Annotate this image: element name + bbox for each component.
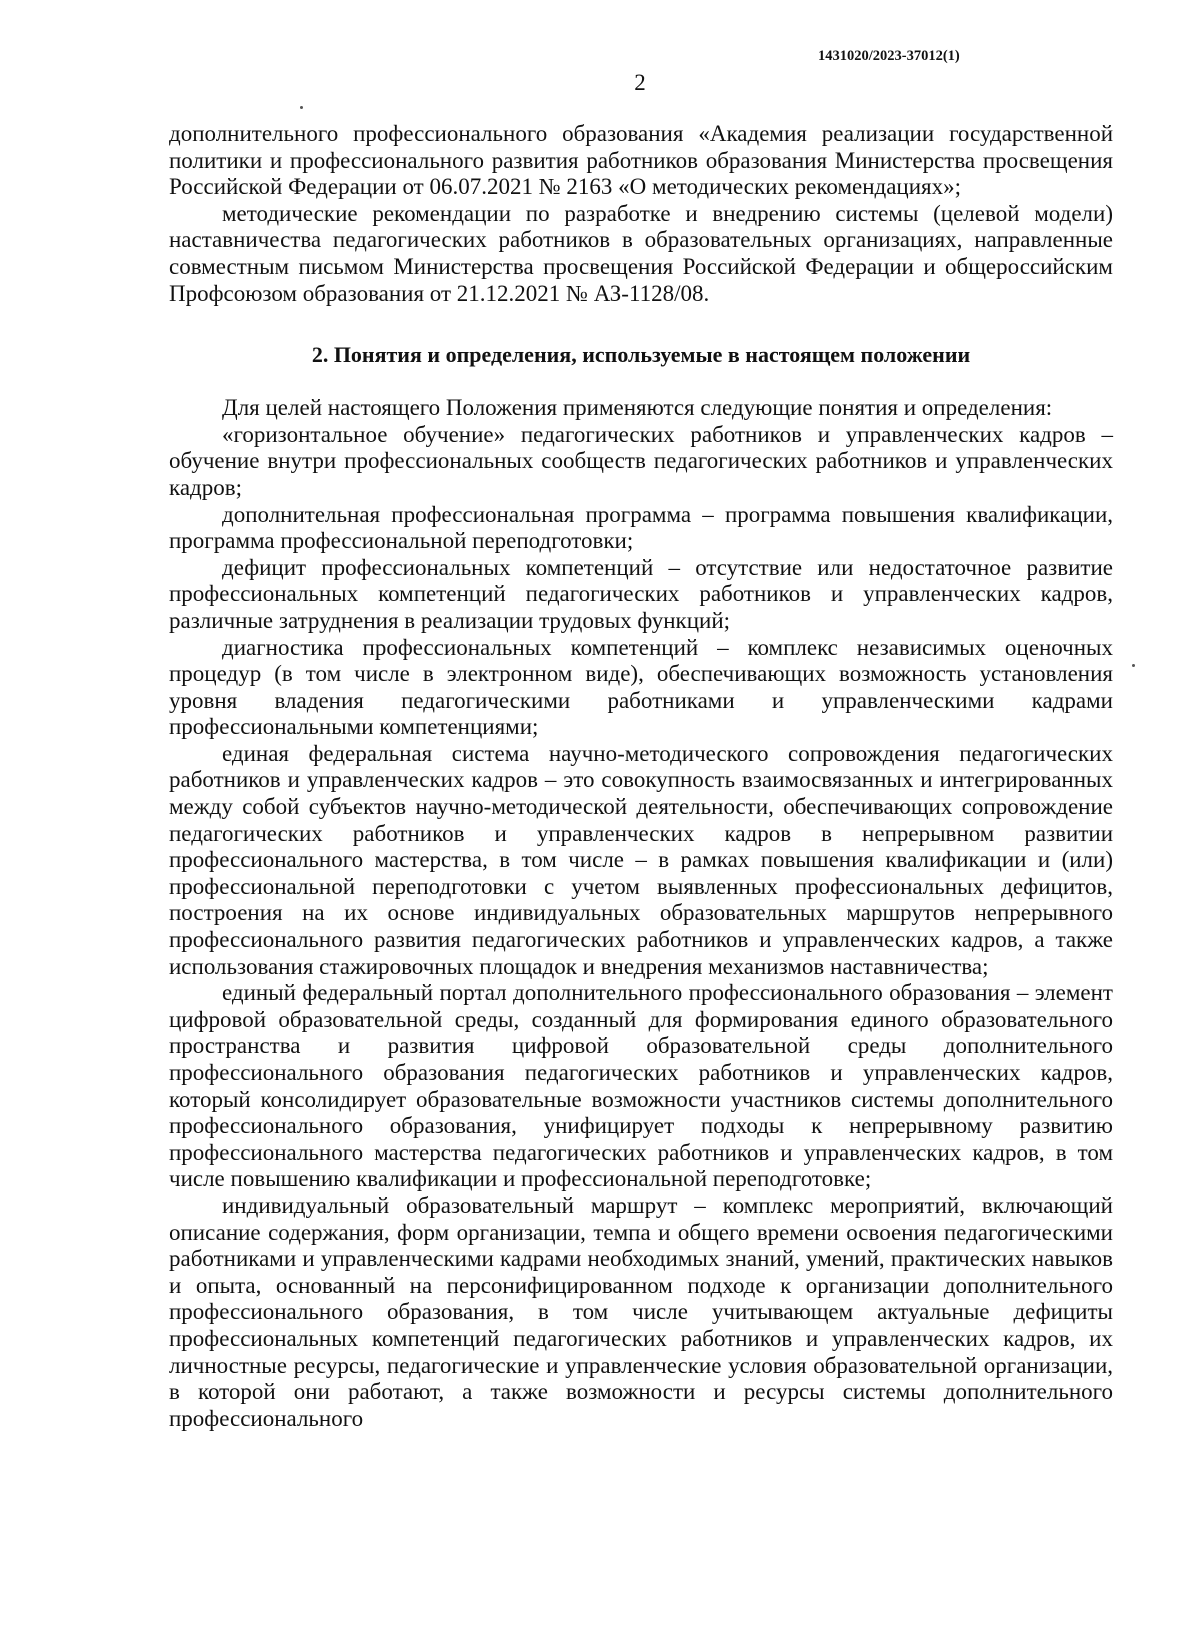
definition-additional-program: дополнительная профессиональная программа – программа повышения квалификации, программа профессиональной переподготовки; — [169, 501, 1113, 554]
document-id: 1431020/2023-37012(1) — [818, 48, 960, 64]
definition-individual-route: индивидуальный образовательный маршрут – комплекс мероприятий, включающий описание содержания, форм организации, темпа и общего времени освоения педагогическими работниками и управленческими кадрами необходимых знаний, умений, практических навыков и опыта, основанный на персонифицированном подходе к организации дополнительного профессионального образования, в том числе учитывающем актуальные дефициты профессиональных компетенций педагогических работников и управленческих кадров, их личностные ресурсы, педагогические и управленческие условия образовательной организации, в которой они работают, а также возможности и ресурсы системы дополнительного профессионального — [169, 1192, 1113, 1431]
definition-federal-system: единая федеральная система научно-методического сопровождения педагогических работников и управленческих кадров – это совокупность взаимосвязанных и интегрированных между собой субъектов научно-методической деятельности, обеспечивающих сопровождение педагогических работников и управленческих кадров в непрерывном развитии профессионального мастерства, в том числе – в рамках повышения квалификации и (или) профессиональной переподготовки с учетом выявленных профессиональных дефицитов, построения на их основе индивидуальных образовательных маршрутов непрерывного профессионального развития педагогических работников и управленческих кадров, а также использования стажировочных площадок и внедрения механизмов наставничества; — [169, 740, 1113, 979]
definition-federal-portal: единый федеральный портал дополнительного профессионального образования – элемент цифровой образовательной среды, созданный для формирования единого образовательного пространства и развития цифровой образовательной среды дополнительного профессионального образования педагогических работников и управленческих кадров, который консолидирует образовательные возможности участников системы дополнительного профессионального образования, унифицирует подходы к непрерывному развитию профессионального мастерства педагогических работников и управленческих кадров, в том числе повышению квалификации и профессиональной переподготовке; — [169, 980, 1113, 1192]
intro-paragraph-2: методические рекомендации по разработке и внедрению системы (целевой модели) наставничества педагогических работников в образовательных организациях, направленные совместным письмом Министерства просвещения Российской Федерации и общероссийским Профсоюзом образования от 21.12.2021 № АЗ-1128/08. — [169, 200, 1113, 306]
intro-paragraph-1: дополнительного профессионального образования «Академия реализации государственной политики и профессионального развития работников образования Министерства просвещения Российской Федерации от 06.07.2021 № 2163 «О методических рекомендациях»; — [169, 121, 1113, 200]
definition-horizontal-learning: «горизонтальное обучение» педагогических работников и управленческих кадров – обучение внутри профессиональных сообществ педагогических работников и управленческих кадров; — [169, 421, 1113, 500]
scan-artifact-dot — [300, 106, 303, 109]
page-number: 2 — [634, 70, 646, 95]
definition-competence-deficit: дефицит профессиональных компетенций – отсутствие или недостаточное развитие профессиональных компетенций педагогических работников и управленческих кадров, различные затруднения в реализации трудовых функций; — [169, 554, 1113, 633]
section-heading: 2. Понятия и определения, используемые в настоящем положении — [311, 342, 971, 368]
scan-artifact-dot — [1132, 664, 1135, 667]
definitions-intro: Для целей настоящего Положения применяются следующие понятия и определения: — [222, 395, 1053, 421]
definition-competence-diagnostics: диагностика профессиональных компетенций – комплекс независимых оценочных процедур (в том числе в электронном виде), обеспечивающих возможность установления уровня владения педагогическими работниками и управленческими кадрами профессиональными компетенциями; — [169, 634, 1113, 740]
document-body — [169, 121, 1113, 1432]
